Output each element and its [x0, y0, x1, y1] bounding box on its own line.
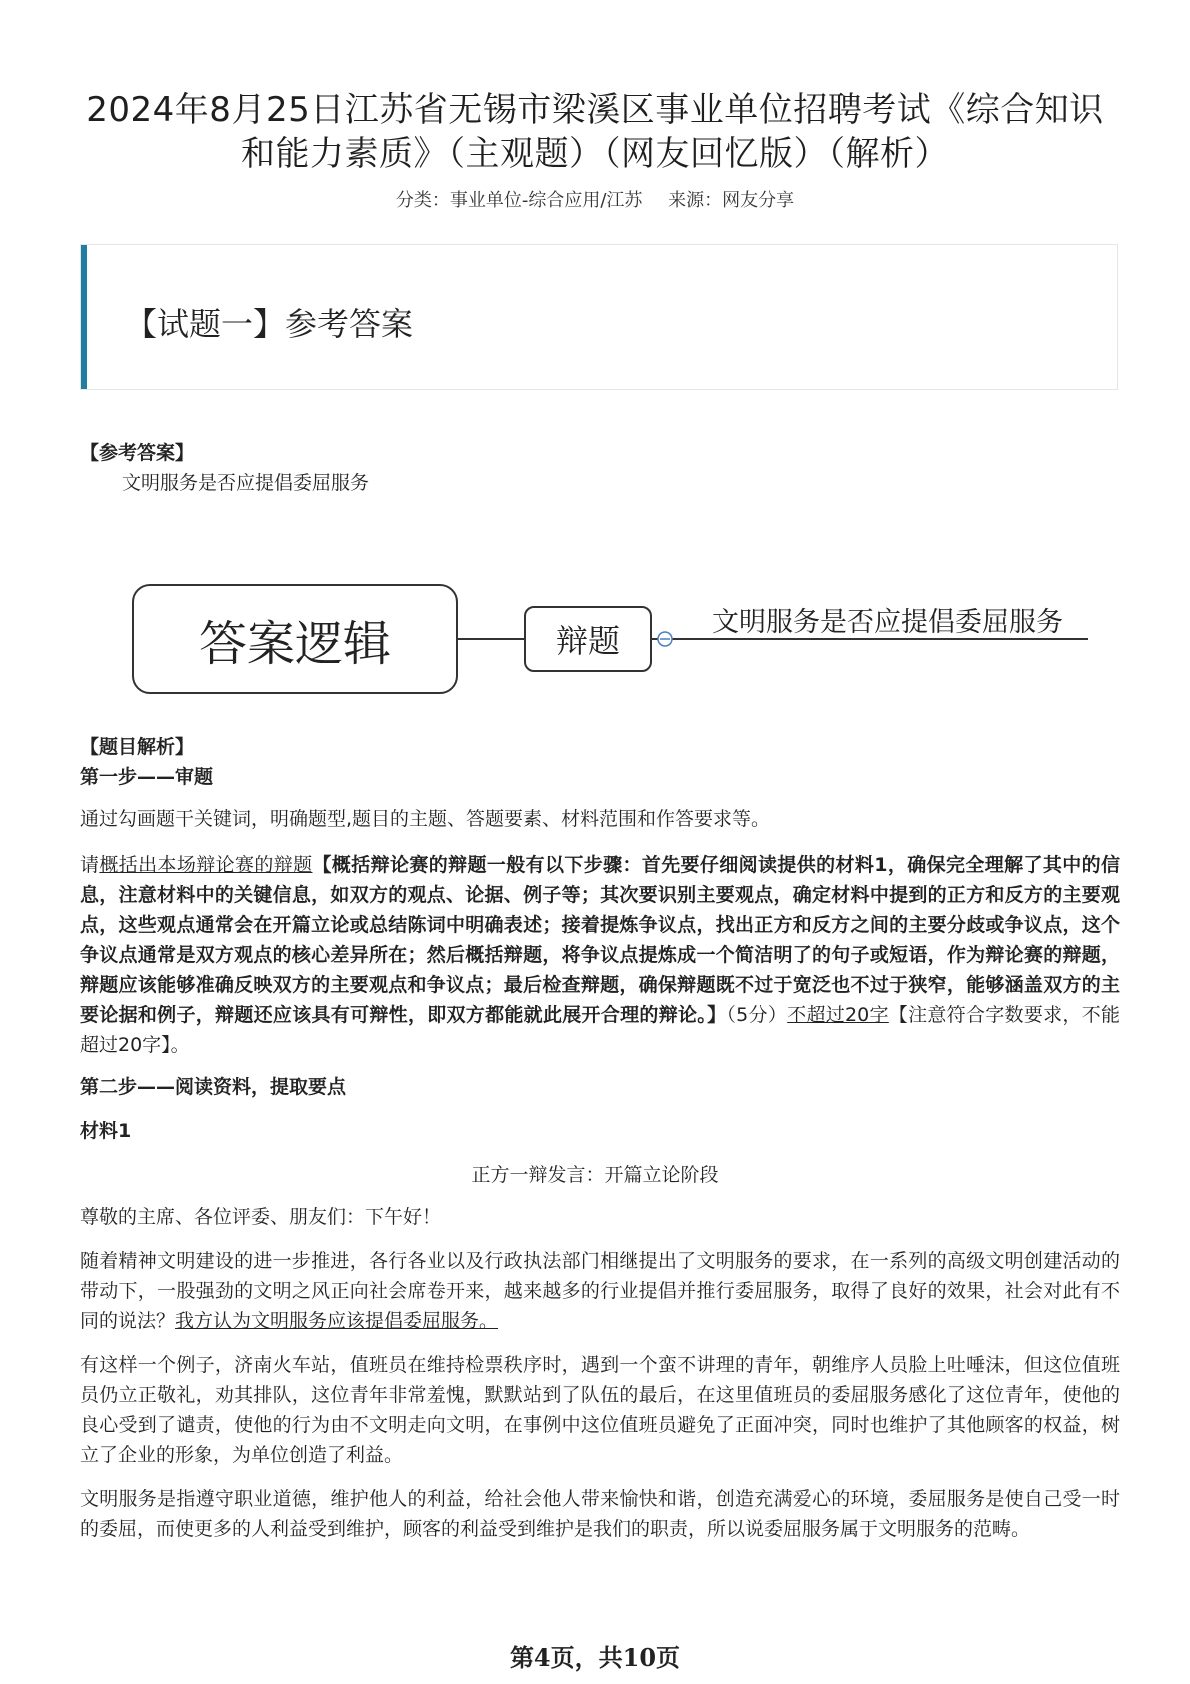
step1-intro: 通过勾画题干关键词，明确题型,题目的主题、答题要素、材料范围和作答要求等。 — [80, 808, 771, 830]
page-number: 第4页，共10页 — [509, 1643, 681, 1672]
question-prefix: 请 — [80, 854, 100, 876]
paragraph-1-text: 随着精神文明建设的进一步推进，各行各业以及行政执法部门相继提出了文明服务的要求，在一系列的高级文明创建活动的带动下，一股强劲的文明之风正向社会席卷开来，越来越多的行业提倡并推行委屈服务，取得了良好的效果，社会对此有不同的说法？ — [80, 1250, 1120, 1332]
question-underlined: 概括出本场辩论赛的辩题 — [99, 854, 313, 876]
answer-text: 文明服务是否应提倡委屈服务 — [122, 472, 370, 494]
answer-label: 【参考答案】 — [80, 442, 195, 464]
material-paragraph-2: 有这样一个例子，济南火车站，值班员在维持检票秩序时，遇到一个蛮不讲理的青年，朝维序人员脸上吐唾沫，但这位值班员仍立正敬礼，劝其排队，这位青年非常羞愧，默默站到了队伍的最后，在这里值班员的委屈服务感化了这位青年，使他的良心受到了谴责，使他的行为由不文明走向文明，在事例中这位值班员避免了正面冲突，同时也维护了其他顾客的权益，树立了企业的形象，为单位创造了利益。 — [80, 1354, 1120, 1466]
mindmap-leaf-text: 文明服务是否应提倡委屈服务 — [712, 607, 1063, 638]
question-score: （5分） — [726, 1004, 788, 1026]
mindmap-child-node: 辩题 — [524, 606, 652, 672]
step1-title: 第一步——审题 — [80, 766, 214, 788]
document-title: 2024年8月25日江苏省无锡市梁溪区事业单位招聘考试《综合知识和能力素质》（主观题）（网友回忆版）（解析） — [86, 90, 1104, 174]
question-method: 【概括辩论赛的辩题一般有以下步骤：首先要仔细阅读提供的材料1，确保完全理解了其中的信息，注意材料中的关键信息，如双方的观点、论据、例子等；其次要识别主要观点，确定材料中提到的正方和反方的主要观点，这些观点通常会在开篇立论或总结陈词中明确表述；接着提炼争议点，找出正方和反方之间的主要分歧或争议点，这个争议点通常是双方观点的核心差异所在；然后概括辩题，将争议点提炼成一个简洁明了的句子或短语，作为辩论赛的辩题，辩题应该能够准确反映双方的主要观点和争议点；最后检查辩题，确保辩题既不过于宽泛也不过于狭窄，能够涵盖双方的主要论据和例子，辩题还应该具有可辩性，即双方都能就此展开合理的辩论。】 — [80, 854, 1120, 1026]
mindmap-root-node: 答案逻辑 — [132, 584, 458, 694]
question-paragraph — [80, 850, 1120, 1060]
category-label: 分类：事业单位-综合应用/江苏 — [395, 190, 643, 211]
source-label: 来源：网友分享 — [668, 190, 795, 211]
material-paragraph-3: 文明服务是指遵守职业道德，维护他人的利益，给社会他人带来愉快和谐，创造充满爱心的环境，委屈服务是使自己受一时的委屈，而使更多的人利益受到维护，顾客的利益受到维护是我们的职责，所以说委屈服务属于文明服务的范畴。 — [80, 1488, 1120, 1540]
speech-title: 正方一辩发言：开篇立论阶段 — [471, 1164, 719, 1186]
material-label: 材料1 — [80, 1120, 132, 1142]
section-title: 【试题一】参考答案 — [125, 305, 414, 343]
step2-title: 第二步——阅读资料，提取要点 — [80, 1076, 347, 1098]
material-paragraph-1 — [80, 1246, 1120, 1336]
question-limit: 不超过20字 — [787, 1004, 889, 1026]
greeting: 尊敬的主席、各位评委、朋友们：下午好！ — [80, 1206, 442, 1228]
analysis-label: 【题目解析】 — [80, 736, 195, 758]
paragraph-1-claim: 我方认为文明服务应该提倡委屈服务。 — [175, 1310, 499, 1332]
question-note: 【注意符合字数要求，不能超过20字】。 — [80, 1004, 1120, 1056]
